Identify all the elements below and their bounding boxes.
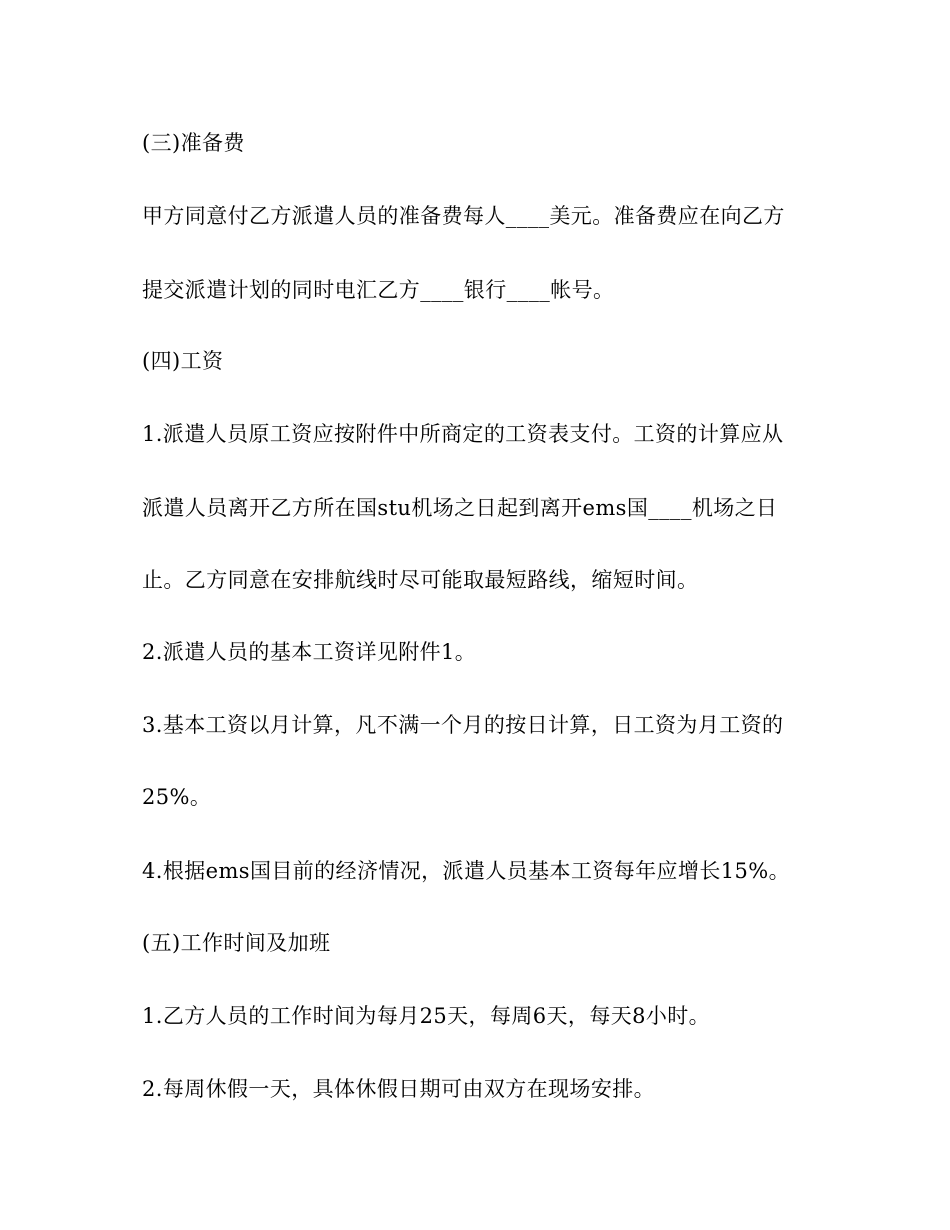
- section-heading-salary: (四)工资: [142, 349, 224, 373]
- paragraph-line: 派遣人员离开乙方所在国stu机场之日起到离开ems国____机场之日: [142, 496, 778, 520]
- section-heading-preparation-fee: (三)准备费: [142, 131, 245, 155]
- paragraph-line: 3.基本工资以月计算，凡不满一个月的按日计算，日工资为月工资的: [142, 713, 784, 737]
- paragraph-line: 1.派遣人员原工资应按附件中所商定的工资表支付。工资的计算应从: [142, 422, 784, 446]
- paragraph-line: 提交派遣计划的同时电汇乙方____银行____帐号。: [142, 278, 615, 302]
- paragraph-line: 25%。: [142, 785, 212, 809]
- paragraph-line: 4.根据ems国目前的经济情况，派遣人员基本工资每年应增长15%。: [142, 859, 791, 883]
- paragraph-line: 甲方同意付乙方派遣人员的准备费每人____美元。准备费应在向乙方: [142, 204, 785, 228]
- section-heading-working-hours: (五)工作时间及加班: [142, 931, 331, 955]
- paragraph-line: 2.派遣人员的基本工资详见附件1。: [142, 640, 477, 664]
- paragraph-line: 1.乙方人员的工作时间为每月25天，每周6天，每天8小时。: [142, 1004, 711, 1028]
- paragraph-line: 止。乙方同意在安排航线时尽可能取最短路线，缩短时间。: [142, 568, 699, 592]
- paragraph-line: 2.每周休假一天，具体休假日期可由双方在现场安排。: [142, 1077, 656, 1101]
